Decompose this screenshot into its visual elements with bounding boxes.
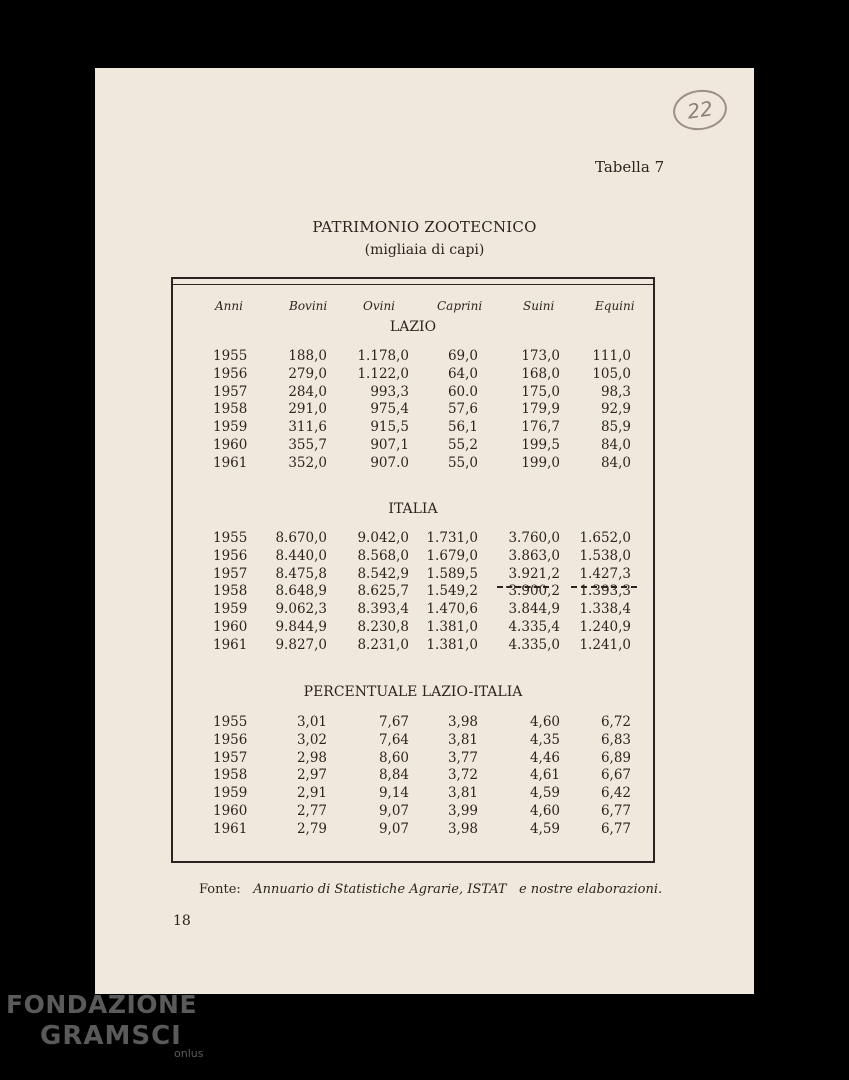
table-cell: 4,46 — [529, 749, 560, 766]
table-cell: 3,99 — [447, 803, 478, 819]
table-cell: 3.844,9 — [508, 601, 560, 618]
table-cell: 84,0 — [600, 437, 631, 453]
row-year-cell: 1956 — [213, 731, 248, 748]
column-header-anni: Anni — [215, 299, 243, 313]
row-year-cell: 1957 — [213, 383, 248, 400]
row-year-cell: 1961 — [213, 454, 248, 471]
table-cell: 1.241,0 — [579, 636, 631, 653]
table-cell: 60.0 — [447, 383, 478, 400]
table-cell: 3.863,0 — [508, 547, 560, 564]
column-header-caprini: Caprini — [437, 299, 483, 313]
table-cell: 6,72 — [600, 714, 631, 730]
table-cell: 1.338,4 — [579, 601, 631, 618]
section-heading-percentuale: PERCENTUALE LAZIO-ITALIA — [303, 684, 523, 700]
table-cell: 1.427,3 — [579, 565, 631, 582]
table-cell: 3.760,0 — [508, 530, 560, 546]
table-cell: 975,4 — [370, 401, 409, 418]
table-cell: 6,42 — [600, 785, 631, 802]
table-cell: 3.921,2 — [508, 565, 560, 582]
table-cell: 6,67 — [600, 767, 631, 784]
table-cell: 6,83 — [600, 731, 631, 748]
table-cell: 3,98 — [447, 820, 478, 837]
column-header-equini: Equini — [595, 299, 635, 313]
table-cell: 3.900,2 — [508, 583, 560, 600]
table-cell: 9,07 — [378, 820, 409, 837]
table-cell: 4.335,4 — [508, 619, 560, 635]
section-heading-italia: ITALIA — [388, 501, 438, 517]
table-cell: 311,6 — [288, 419, 327, 436]
table-cell: 9,14 — [378, 785, 409, 802]
table-cell: 8.475,8 — [275, 565, 327, 582]
table-cell: 1.381,0 — [426, 619, 478, 635]
table-cell: 8.440,0 — [275, 547, 327, 564]
table-label: Tabella 7 — [595, 158, 665, 176]
table-cell: 56,1 — [447, 419, 478, 436]
row-year-cell: 1959 — [213, 785, 248, 802]
row-year-cell: 1960 — [213, 619, 248, 635]
table-cell: 199,0 — [521, 454, 560, 471]
row-year-cell: 1958 — [213, 401, 248, 418]
table-cell: 8.231,0 — [357, 636, 409, 653]
source-note: Fonte: Annuario di Statistiche Agrarie, ISTAT e nostre elaborazioni. — [199, 882, 663, 897]
row-year-cell: 1960 — [213, 803, 248, 819]
table-cell: 1.122,0 — [357, 365, 409, 382]
table-cell: 8.568,0 — [357, 547, 409, 564]
table-cell: 279,0 — [288, 365, 327, 382]
row-year-cell: 1956 — [213, 547, 248, 564]
table-cell: 8.670,0 — [275, 530, 327, 546]
table-cell: 85,9 — [600, 419, 631, 436]
table-cell: 355,7 — [288, 437, 327, 453]
table-cell: 2,97 — [296, 767, 327, 784]
table-cell: 8.542,9 — [357, 565, 409, 582]
column-header-bovini: Bovini — [289, 299, 328, 313]
table-cell: 64,0 — [447, 365, 478, 382]
handwritten-page-number: 22 — [670, 86, 729, 133]
table-cell: 4,60 — [529, 803, 560, 819]
table-cell: 6,89 — [600, 749, 631, 766]
document-page — [95, 68, 754, 994]
table-cell: 55,2 — [447, 437, 478, 453]
table-subtitle: (migliaia di capi) — [364, 242, 485, 258]
section-heading-lazio: LAZIO — [389, 319, 437, 335]
table-cell: 9.062,3 — [275, 601, 327, 618]
table-cell: 8.230,8 — [357, 619, 409, 635]
table-cell: 291,0 — [288, 401, 327, 418]
table-cell: 2,91 — [296, 785, 327, 802]
table-cell: 168,0 — [521, 365, 560, 382]
table-cell: 8.625,7 — [357, 583, 409, 600]
table-cell: 4,59 — [529, 785, 560, 802]
table-cell: 907,1 — [370, 437, 409, 453]
table-cell: 9.844,9 — [275, 619, 327, 635]
table-cell: 176,7 — [521, 419, 560, 436]
row-year-cell: 1958 — [213, 583, 248, 600]
row-year-cell: 1961 — [213, 636, 248, 653]
table-cell: 2,98 — [296, 749, 327, 766]
table-cell: 6,77 — [600, 803, 631, 819]
table-title: PATRIMONIO ZOOTECNICO — [312, 218, 537, 236]
table-cell: 8.393,4 — [357, 601, 409, 618]
table-cell: 352,0 — [288, 454, 327, 471]
row-year-cell: 1956 — [213, 365, 248, 382]
row-year-cell: 1955 — [213, 714, 248, 730]
table-cell: 1.470,6 — [426, 601, 478, 618]
row-year-cell: 1955 — [213, 348, 248, 364]
table-cell: 69,0 — [447, 348, 478, 364]
table-cell: 4.335,0 — [508, 636, 560, 653]
table-cell: 1.589,5 — [426, 565, 478, 582]
table-cell: 1.178,0 — [357, 348, 409, 364]
table-cell: 1.240,9 — [579, 619, 631, 635]
table-cell: 993,3 — [370, 383, 409, 400]
table-cell: 7,64 — [378, 731, 409, 748]
table-cell: 915,5 — [370, 419, 409, 436]
table-cell: 111,0 — [592, 348, 631, 364]
table-cell: 2,77 — [296, 803, 327, 819]
table-cell: 3,72 — [447, 767, 478, 784]
table-cell: 1.393,3 — [579, 583, 631, 600]
table-cell: 179,9 — [521, 401, 560, 418]
table-cell: 7,67 — [378, 714, 409, 730]
table-cell: 199,5 — [521, 437, 560, 453]
table-cell: 1.538,0 — [579, 547, 631, 564]
table-cell: 3,81 — [447, 785, 478, 802]
table-cell: 1.731,0 — [426, 530, 478, 546]
table-cell: 3,77 — [447, 749, 478, 766]
table-cell: 6,77 — [600, 820, 631, 837]
table-cell: 57,6 — [447, 401, 478, 418]
row-year-cell: 1959 — [213, 601, 248, 618]
table-cell: 1.679,0 — [426, 547, 478, 564]
table-cell: 175,0 — [521, 383, 560, 400]
table-cell: 84,0 — [600, 454, 631, 471]
table-cell: 55,0 — [447, 454, 478, 471]
page-folio: 18 — [173, 913, 191, 929]
table-cell: 284,0 — [288, 383, 327, 400]
column-header-ovini: Ovini — [363, 299, 396, 313]
table-cell: 1.652,0 — [579, 530, 631, 546]
table-cell: 4,61 — [529, 767, 560, 784]
table-cell: 3,81 — [447, 731, 478, 748]
row-year-cell: 1960 — [213, 437, 248, 453]
table-cell: 188,0 — [288, 348, 327, 364]
table-cell: 1.381,0 — [426, 636, 478, 653]
table-cell: 9,07 — [378, 803, 409, 819]
archive-watermark-logo: FONDAZIONE GRAMSCI onlus — [6, 990, 204, 1060]
table-cell: 907.0 — [370, 454, 409, 471]
row-year-cell: 1957 — [213, 565, 248, 582]
row-year-cell: 1958 — [213, 767, 248, 784]
table-cell: 4,35 — [529, 731, 560, 748]
table-cell: 1.549,2 — [426, 583, 478, 600]
column-header-suini: Suini — [523, 299, 555, 313]
row-year-cell: 1955 — [213, 530, 248, 546]
row-year-cell: 1959 — [213, 419, 248, 436]
table-cell: 3,02 — [296, 731, 327, 748]
data-table — [171, 277, 655, 863]
table-cell: 105,0 — [592, 365, 631, 382]
table-cell: 4,60 — [529, 714, 560, 730]
table-cell: 92,9 — [600, 401, 631, 418]
table-cell: 9.827,0 — [275, 636, 327, 653]
row-year-cell: 1957 — [213, 749, 248, 766]
table-top-rule — [173, 284, 653, 285]
table-cell: 8,84 — [378, 767, 409, 784]
table-cell: 9.042,0 — [357, 530, 409, 546]
table-cell: 8.648,9 — [275, 583, 327, 600]
table-cell: 3,01 — [296, 714, 327, 730]
table-cell: 4,59 — [529, 820, 560, 837]
table-cell: 98,3 — [600, 383, 631, 400]
table-cell: 3,98 — [447, 714, 478, 730]
row-year-cell: 1961 — [213, 820, 248, 837]
table-cell: 2,79 — [296, 820, 327, 837]
table-cell: 173,0 — [521, 348, 560, 364]
table-cell: 8,60 — [378, 749, 409, 766]
